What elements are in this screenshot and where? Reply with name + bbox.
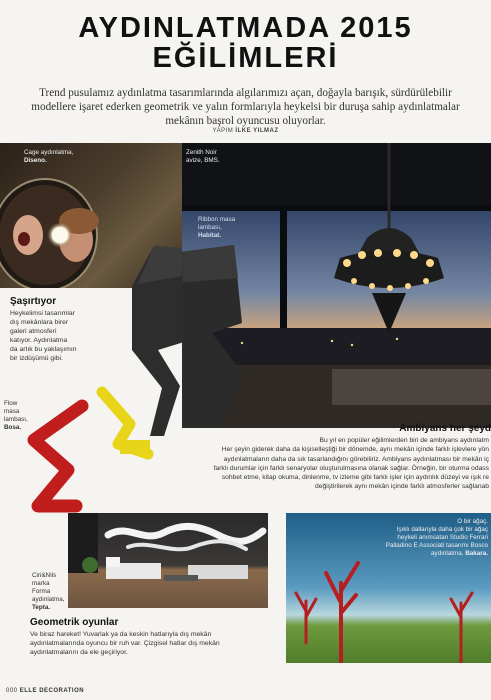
cage-caption: Cage aydınlatma, Diseno. [24,149,74,164]
page-footer [6,688,84,694]
byline [0,128,491,134]
page-number: 000 [6,688,18,694]
flow-brand: Bosa. [4,424,22,431]
ambiyans-heading: Ambiyans her şeyd [399,423,491,434]
forma-photo-art [68,513,268,608]
bosco-caption: O bir ağaç. Işıklı dallarıyla daha çok bir ağaç heykeli anımsatan Studio Ferrari Palladino E Associati tasarımı Bosco aydınlatma, Bakara. [385,518,488,557]
zenith-photo [182,143,491,428]
zenith-caption: Zenith Noir avize, BMS. [186,149,220,164]
intro-line: modellere işaret ederken geometrik ve yalın formlarıyla heykelsi bir duruşa sahip aydınlatmalar [31,101,460,113]
page-title-line1: AYDINLATMADA 2015 [78,12,413,44]
bosco-brand: Bakara. [465,550,488,557]
ambiyans-body: Bu yıl en popüler eğilimlerden biri de ambiyans aydınlatm Her şeyin giderek daha da kişiselleştiği bir dönemde, aynı mekân içinde farklı işlevlere yön aydınlatmaların daha da sık tasarlandığını görebiliriz. Ambiyans aydınlatması bir mekân iç farklı durumlar için farklı senaryolar oluşturulmasına olanak sağlar. Örneğin, bir oturma odass sohbet etme, kitap okuma, dinlenme, tv izleme gibi farklı işler için aydınlık düzeyi ve ışık re değiştirilerek aynı mekân içinde farklı atmosferler sağlanab [213,437,489,491]
geometrik-section [30,617,282,657]
magazine-name: ELLE DECORATION [19,688,85,694]
geometrik-heading: Geometrik oyunlar [30,617,119,628]
sasirtiyor-heading: Şaşırtıyor [10,296,57,307]
intro-line: mekânın başrol oyuncusu oluyorlar. [165,115,326,127]
bosco-photo [286,513,491,663]
geometrik-body: Ve biraz hareket! Yuvarlak ya da keskin hatlarıyla dış mekân aydınlatmalarında oyuncu bir ruh var. Çizgisel hatlar dış mekân aydınlatmalarını da ele geçiriyor. [30,631,220,656]
forma-brand: Tepta. [32,604,51,611]
zenith-photo-art [182,143,491,428]
intro-line: Trend pusulamız aydınlatma tasarımlarında algılarımızı açan, doğayla barışık, sürdürülebilir [39,87,452,99]
cage-brand: Diseno. [24,157,47,164]
sasirtiyor-section [10,296,128,363]
sasirtiyor-body: Heykelimsi tasarımlar dış mekânlara birer galeri atmosferi katıyor. Aydınlatma da artık bu yaklaşımın bir izdüşümü gibi. [10,310,77,362]
intro-text [10,86,481,128]
forma-photo [68,513,268,608]
ribbon-brand: Habitat. [198,232,222,239]
flow-caption: Flow masa lambası, Bosa. [4,400,28,431]
flow-lamps [20,384,170,534]
byline-prefix: YAPIM [212,128,234,134]
page-title-line2: EĞİLİMLERİ [152,42,339,74]
forma-caption: Ciri&Nils marka Forma aydınlatma, Tepta. [32,572,65,611]
byline-name: İLKE YILMAZ [235,128,279,134]
ribbon-caption: Ribbon masa lambası, Habitat. [198,216,236,239]
